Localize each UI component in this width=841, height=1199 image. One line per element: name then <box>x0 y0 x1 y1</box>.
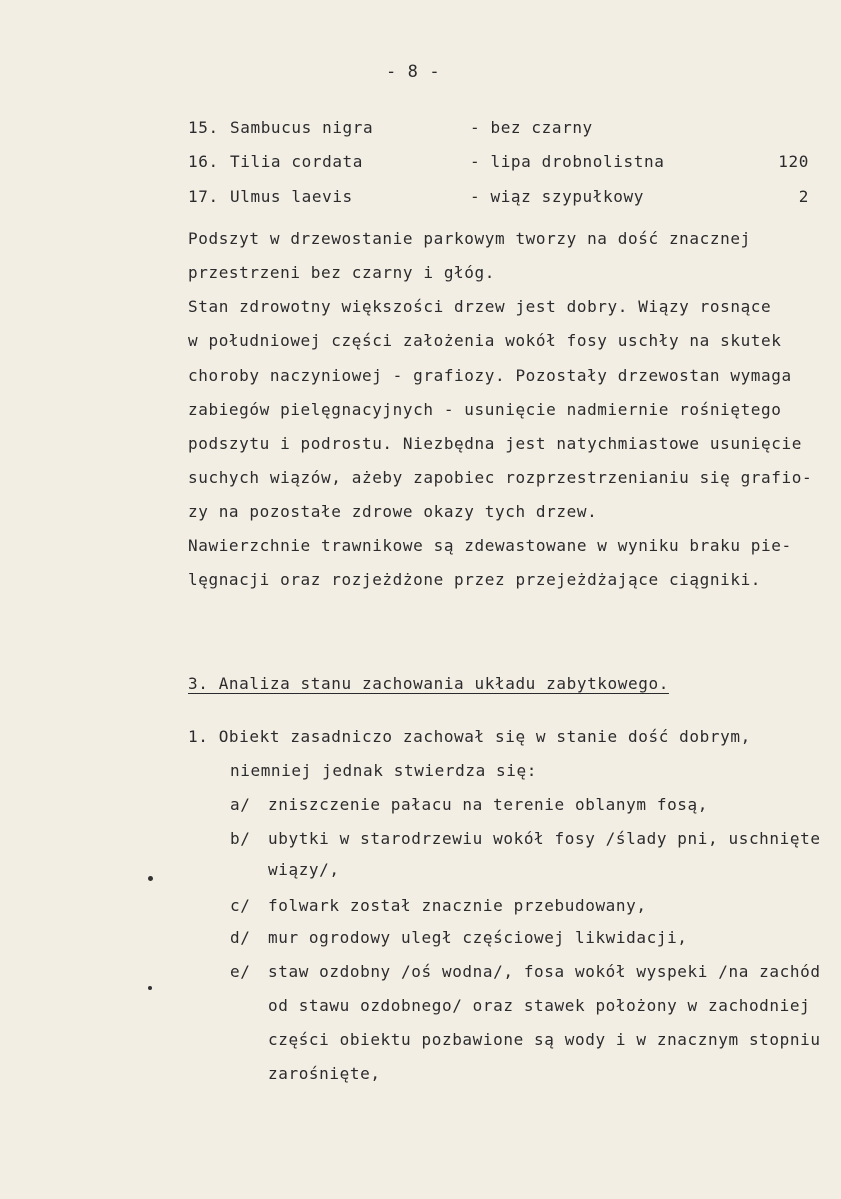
paragraph-line: zy na pozostałe zdrowe okazy tych drzew. <box>188 502 598 521</box>
subpoint-text: mur ogrodowy uległ częściowej likwidacji, <box>268 928 688 947</box>
paragraph-line: podszytu i podrostu. Niezbędna jest natychmiastowe usunięcie <box>188 434 802 453</box>
subpoint-text: zarośnięte, <box>268 1064 381 1083</box>
paragraph-line: zabiegów pielęgnacyjnych - usunięcie nadmiernie rośniętego <box>188 400 782 419</box>
subpoint-label: c/ <box>230 896 251 915</box>
subpoint-text: folwark został znacznie przebudowany, <box>268 896 647 915</box>
species-count: 120 <box>778 152 809 171</box>
subpoint-text: wiązy/, <box>268 860 340 879</box>
species-polish-name: - lipa drobnolistna <box>470 152 665 171</box>
paper-mark <box>148 876 153 881</box>
paragraph-line: Stan zdrowotny większości drzew jest dobry. Wiązy rosnące <box>188 297 772 316</box>
page-number: - 8 - <box>386 62 441 82</box>
species-latin-name: Ulmus laevis <box>230 187 353 206</box>
paragraph-line: Podszyt w drzewostanie parkowym tworzy na dość znacznej <box>188 229 751 248</box>
paragraph-line: przestrzeni bez czarny i głóg. <box>188 263 495 282</box>
species-number: 15. <box>188 118 219 137</box>
subpoint-label: e/ <box>230 962 251 981</box>
point-line: niemniej jednak stwierdza się: <box>230 761 537 780</box>
species-polish-name: - bez czarny <box>470 118 593 137</box>
species-count: 2 <box>798 187 809 206</box>
species-number: 17. <box>188 187 219 206</box>
paragraph-line: choroby naczyniowej - grafiozy. Pozostały drzewostan wymaga <box>188 366 792 385</box>
subpoint-text: części obiektu pozbawione są wody i w znacznym stopniu <box>268 1030 821 1049</box>
subpoint-text: zniszczenie pałacu na terenie oblanym fosą, <box>268 795 709 814</box>
paragraph-line: lęgnacji oraz rozjeżdżone przez przejeżdżające ciągniki. <box>188 570 762 589</box>
species-polish-name: - wiąz szypułkowy <box>470 187 644 206</box>
paragraph-line: w południowej części założenia wokół fosy uschły na skutek <box>188 331 782 350</box>
species-number: 16. <box>188 152 219 171</box>
point-line: 1. Obiekt zasadniczo zachował się w stanie dość dobrym, <box>188 727 751 746</box>
species-latin-name: Sambucus nigra <box>230 118 374 137</box>
subpoint-text: staw ozdobny /oś wodna/, fosa wokół wyspeki /na zachód <box>268 962 821 981</box>
subpoint-label: d/ <box>230 928 251 947</box>
species-latin-name: Tilia cordata <box>230 152 364 171</box>
paragraph-line: Nawierzchnie trawnikowe są zdewastowane w wyniku braku pie- <box>188 536 792 555</box>
paper-mark <box>148 986 152 990</box>
subpoint-label: b/ <box>230 829 251 848</box>
paragraph-line: suchych wiązów, ażeby zapobiec rozprzestrzenianiu się grafio- <box>188 468 813 487</box>
subpoint-text: ubytki w starodrzewiu wokół fosy /ślady pni, uschnięte <box>268 829 821 848</box>
subpoint-text: od stawu ozdobnego/ oraz stawek położony w zachodniej <box>268 996 811 1015</box>
section-heading: 3. Analiza stanu zachowania układu zabytkowego. <box>188 674 669 693</box>
subpoint-label: a/ <box>230 795 251 814</box>
